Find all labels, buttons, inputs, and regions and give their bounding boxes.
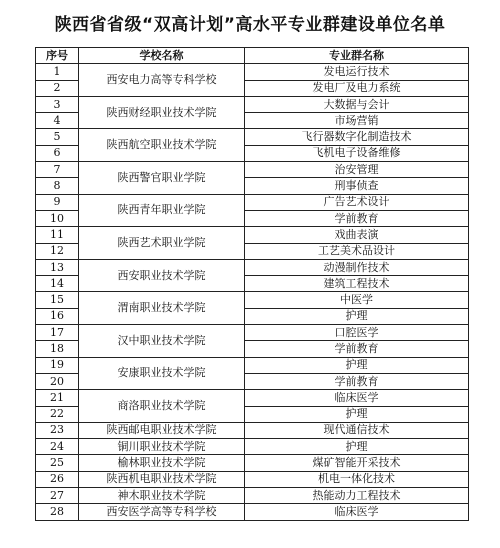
school-cell: 神木职业技术学院 [79,488,245,504]
school-cell: 陕西机电职业技术学院 [79,471,245,487]
table-row [36,422,469,438]
group-cell: 中医学 [245,292,469,308]
table-row [36,455,469,471]
school-cell: 陕西青年职业学院 [79,194,245,227]
seq-cell: 9 [36,194,79,210]
school-cell: 陕西警官职业学院 [79,162,245,195]
header-school: 学校名称 [79,48,245,64]
table-row [36,390,469,406]
group-cell: 煤矿智能开采技术 [245,455,469,471]
table-row [36,194,469,210]
group-cell: 飞机电子设备维修 [245,145,469,161]
seq-cell: 5 [36,129,79,145]
group-cell: 学前教育 [245,373,469,389]
school-cell: 商洛职业技术学院 [79,390,245,423]
table-row [36,227,469,243]
table-row [36,325,469,341]
table-row [36,162,469,178]
seq-cell: 28 [36,504,79,520]
seq-cell: 13 [36,259,79,275]
table-row [36,129,469,145]
school-cell: 安康职业技术学院 [79,357,245,390]
seq-cell: 6 [36,145,79,161]
seq-cell: 7 [36,162,79,178]
header-group: 专业群名称 [245,48,469,64]
school-cell: 西安职业技术学院 [79,259,245,292]
table-row [36,439,469,455]
schools-table [35,47,469,521]
group-cell: 护理 [245,406,469,422]
group-cell: 临床医学 [245,504,469,520]
group-cell: 机电一体化技术 [245,471,469,487]
group-cell: 戏曲表演 [245,227,469,243]
school-cell: 陕西邮电职业技术学院 [79,422,245,438]
seq-cell: 26 [36,471,79,487]
group-cell: 口腔医学 [245,325,469,341]
group-cell: 临床医学 [245,390,469,406]
school-cell: 西安电力高等专科学校 [79,64,245,97]
group-cell: 学前教育 [245,341,469,357]
table-row [36,96,469,112]
table-row [36,259,469,275]
seq-cell: 8 [36,178,79,194]
header-seq: 序号 [36,48,79,64]
group-cell: 护理 [245,439,469,455]
seq-cell: 12 [36,243,79,259]
group-cell: 刑事侦查 [245,178,469,194]
table-body [36,64,469,520]
document-title: 陕西省省级“双高计划”高水平专业群建设单位名单 [54,15,446,35]
seq-cell: 14 [36,276,79,292]
seq-cell: 3 [36,96,79,112]
seq-cell: 20 [36,373,79,389]
school-cell: 陕西艺术职业学院 [79,227,245,260]
table-row [36,357,469,373]
seq-cell: 18 [36,341,79,357]
school-cell: 榆林职业技术学院 [79,455,245,471]
group-cell: 动漫制作技术 [245,259,469,275]
group-cell: 护理 [245,308,469,324]
group-cell: 学前教育 [245,210,469,226]
school-cell: 渭南职业技术学院 [79,292,245,325]
school-cell: 陕西航空职业技术学院 [79,129,245,162]
seq-cell: 4 [36,113,79,129]
seq-cell: 1 [36,64,79,80]
school-cell: 汉中职业技术学院 [79,325,245,358]
seq-cell: 11 [36,227,79,243]
table-row [36,64,469,80]
seq-cell: 23 [36,422,79,438]
seq-cell: 16 [36,308,79,324]
group-cell: 治安管理 [245,162,469,178]
seq-cell: 15 [36,292,79,308]
group-cell: 发电运行技术 [245,64,469,80]
group-cell: 发电厂及电力系统 [245,80,469,96]
seq-cell: 27 [36,488,79,504]
seq-cell: 22 [36,406,79,422]
group-cell: 建筑工程技术 [245,276,469,292]
table-row [36,488,469,504]
group-cell: 广告艺术设计 [245,194,469,210]
school-cell: 西安医学高等专科学校 [79,504,245,520]
school-cell: 铜川职业技术学院 [79,439,245,455]
group-cell: 护理 [245,357,469,373]
group-cell: 大数据与会计 [245,96,469,112]
seq-cell: 25 [36,455,79,471]
seq-cell: 21 [36,390,79,406]
table-row [36,292,469,308]
group-cell: 市场营销 [245,113,469,129]
table-row [36,504,469,520]
group-cell: 现代通信技术 [245,422,469,438]
table-header-row [36,48,469,64]
seq-cell: 24 [36,439,79,455]
school-cell: 陕西财经职业技术学院 [79,96,245,129]
seq-cell: 19 [36,357,79,373]
group-cell: 热能动力工程技术 [245,488,469,504]
table-row [36,471,469,487]
seq-cell: 17 [36,325,79,341]
seq-cell: 10 [36,210,79,226]
group-cell: 工艺美术品设计 [245,243,469,259]
group-cell: 飞行器数字化制造技术 [245,129,469,145]
seq-cell: 2 [36,80,79,96]
